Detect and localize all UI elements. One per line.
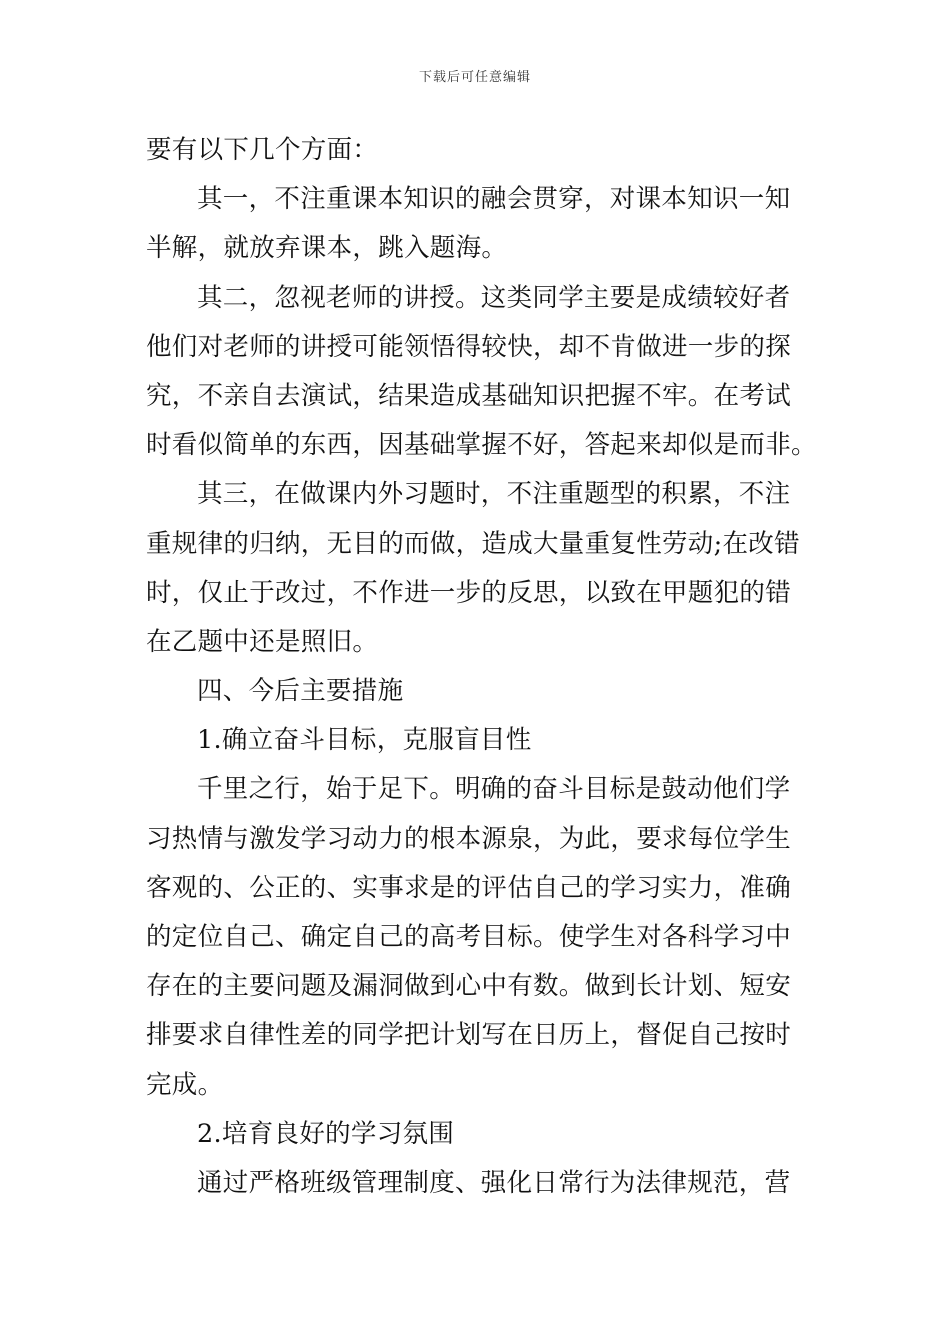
text-line: 重规律的归纳，无目的而做，造成大量重复性劳动;在改错 [146, 528, 800, 559]
text-line: 排要求自律性差的同学把计划写在日历上，督促自己按时 [146, 1020, 792, 1051]
document-body [146, 126, 817, 1208]
text-line: 2.培育良好的学习氛围 [197, 1118, 455, 1149]
text-line: 四、今后主要措施 [197, 676, 404, 707]
text-line: 其一，不注重课本知识的融会贯穿，对课本知识一知 [197, 184, 791, 215]
text-line: 的定位自己、确定自己的高考目标。使学生对各科学习中 [146, 922, 792, 952]
text-line: 完成。 [146, 1069, 224, 1100]
text-line: 千里之行，始于足下。明确的奋斗目标是鼓动他们学 [197, 774, 791, 805]
text-line: 通过严格班级管理制度、强化日常行为法律规范，营 [197, 1167, 791, 1198]
text-line: 存在的主要问题及漏洞做到心中有数。做到长计划、短安 [146, 971, 792, 1002]
text-line: 要有以下几个方面： [146, 135, 379, 165]
text-line: 1.确立奋斗目标，克服盲目性 [197, 725, 532, 756]
text-line: 半解，就放弃课本，跳入题海。 [146, 233, 508, 264]
text-line: 其二，忽视老师的讲授。这类同学主要是成绩较好者 [197, 282, 791, 313]
text-line: 时看似简单的东西，因基础掌握不好，答起来却似是而非。 [146, 430, 817, 461]
text-line: 客观的、公正的、实事求是的评估自己的学习实力，准确 [146, 872, 792, 903]
text-line: 其三，在做课内外习题时，不注重题型的积累，不注 [197, 479, 791, 510]
text-line: 时，仅止于改过，不作进一步的反思，以致在甲题犯的错 [146, 577, 792, 608]
text-line: 习热情与激发学习动力的根本源泉，为此，要求每位学生 [146, 823, 792, 854]
text-line: 他们对老师的讲授可能领悟得较快，却不肯做进一步的探 [146, 331, 792, 362]
page-header: 下载后可任意编辑 [418, 70, 531, 85]
text-line: 在乙题中还是照旧。 [146, 626, 379, 657]
text-line: 究，不亲自去演试，结果造成基础知识把握不牢。在考试 [146, 380, 792, 411]
